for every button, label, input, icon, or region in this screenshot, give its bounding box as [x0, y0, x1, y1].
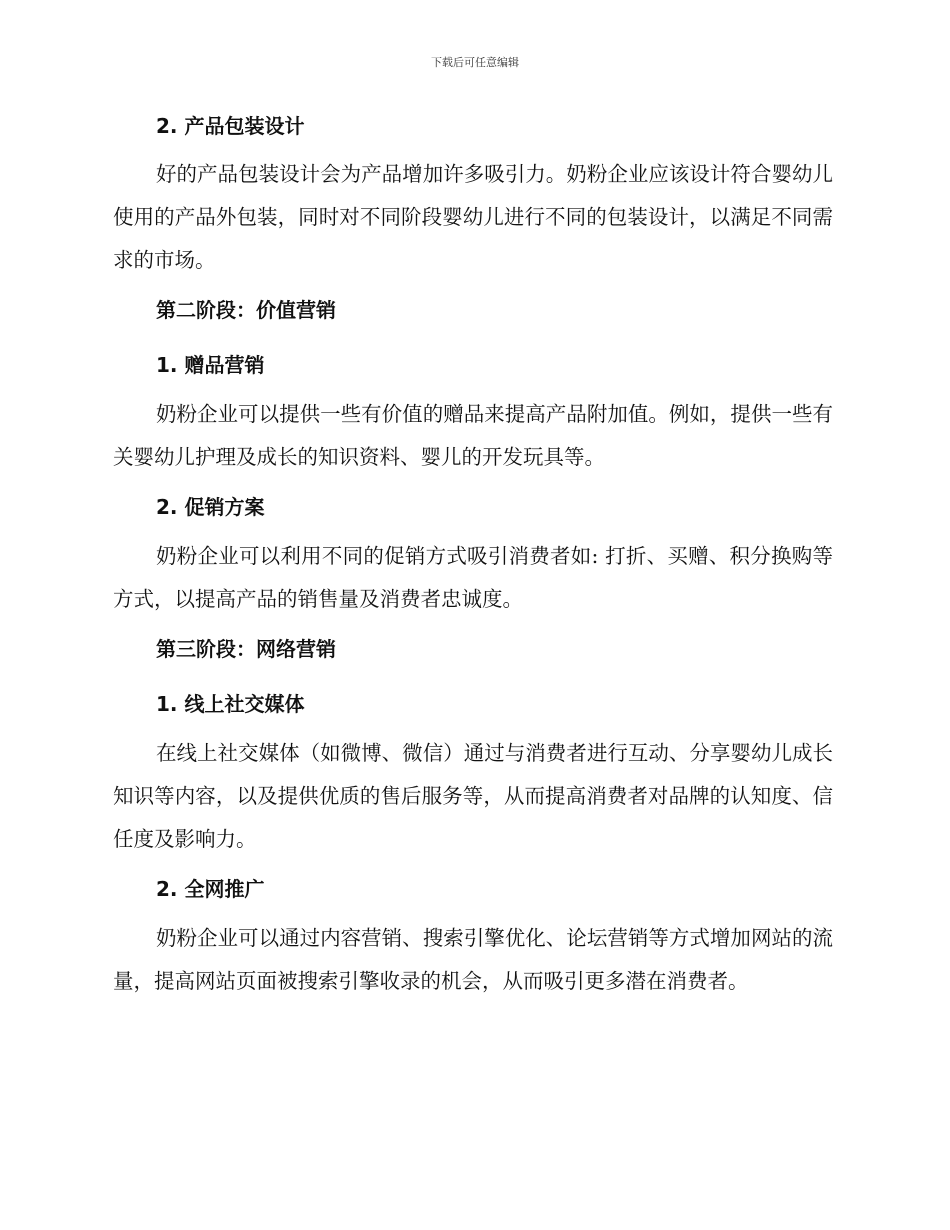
- section-heading: 2. 产品包装设计: [156, 114, 305, 138]
- document-body: [113, 108, 833, 1003]
- body-paragraph: 在线上社交媒体（如微博、微信）通过与消费者进行互动、分享婴幼儿成长知识等内容，以及提供优质的售后服务等，从而提高消费者对品牌的认知度、信任度及影响力。: [113, 741, 833, 851]
- section-heading: 1. 赠品营销: [156, 353, 265, 377]
- body-paragraph: 奶粉企业可以提供一些有价值的赠品来提高产品附加值。例如，提供一些有关婴幼儿护理及成长的知识资料、婴儿的开发玩具等。: [113, 402, 833, 469]
- body-paragraph: 好的产品包装设计会为产品增加许多吸引力。奶粉企业应该设计符合婴幼儿使用的产品外包装，同时对不同阶段婴幼儿进行不同的包装设计，以满足不同需求的市场。: [113, 162, 833, 272]
- stage-heading: 第三阶段：网络营销: [156, 637, 336, 661]
- section-heading: 2. 促销方案: [156, 495, 265, 519]
- section-heading: 1. 线上社交媒体: [156, 692, 305, 716]
- body-paragraph: 奶粉企业可以通过内容营销、搜索引擎优化、论坛营销等方式增加网站的流量，提高网站页面被搜索引擎收录的机会，从而吸引更多潜在消费者。: [113, 926, 833, 993]
- body-paragraph: 奶粉企业可以利用不同的促销方式吸引消费者如: 打折、买赠、积分换购等方式，以提高产品的销售量及消费者忠诚度。: [113, 544, 833, 611]
- stage-heading: 第二阶段：价值营销: [156, 298, 336, 322]
- page-header-note: 下载后可任意编辑: [431, 56, 519, 69]
- section-heading: 2. 全网推广: [156, 877, 265, 901]
